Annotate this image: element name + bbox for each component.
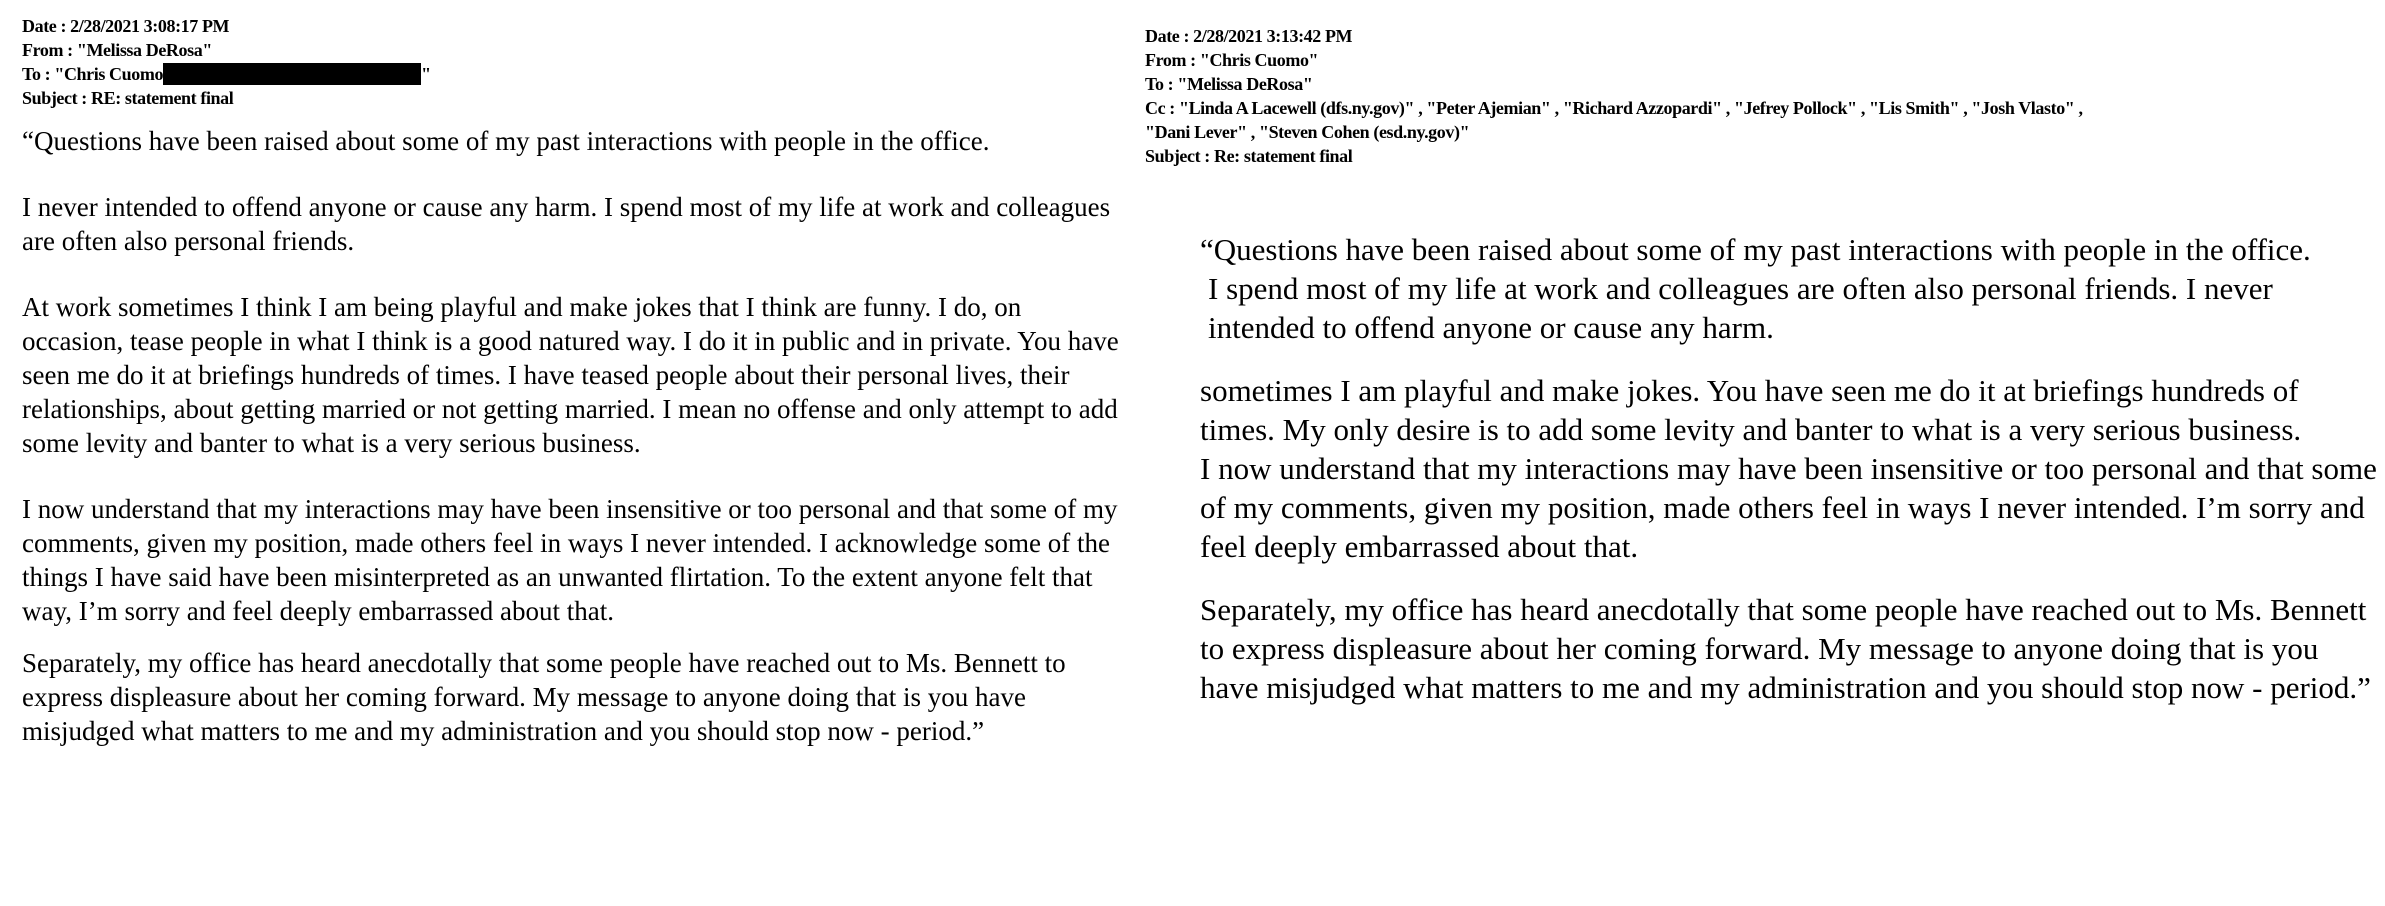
paragraph: sometimes I am playful and make jokes. You have seen me do it at briefings hundreds of times. My only desire is to add some levity and banter to what is a very serious business. xyxy=(1200,373,2302,447)
to-prefix: To : "Chris Cuomo xyxy=(22,64,164,84)
email-body-left xyxy=(22,124,1122,748)
from-line: From : "Chris Cuomo" xyxy=(1145,50,1319,70)
paragraph: I never intended to offend anyone or cause any harm. I spend most of my life at work and colleagues are often also personal friends. xyxy=(22,192,1111,256)
paragraph: Separately, my office has heard anecdotally that some people have reached out to Ms. Bennett to express displeasure about her coming forward. My message to anyone doing that is you have misjudged what matters to me and my administration and you should stop now - period.” xyxy=(22,648,1066,746)
paragraph: “Questions have been raised about some of my past interactions with people in the office. xyxy=(1200,232,2311,267)
paragraph: At work sometimes I think I am being playful and make jokes that I think are funny. I do, on occasion, tease people in what I think is a good natured way. I do it in public and in private. You have seen me do it at briefings hundreds of times. I have teased people about their personal lives, their relationships, about getting married or not getting married. I mean no offense and only attempt to add some levity and banter to what is a very serious business. xyxy=(22,292,1119,458)
subject-line: Subject : Re: statement final xyxy=(1145,146,1353,166)
email-header-right xyxy=(1145,0,2380,168)
paragraph: Separately, my office has heard anecdotally that some people have reached out to Ms. Bennett to express displeasure about her coming forward. My message to anyone doing that is you have misjudged what matters to me and my administration and you should stop now - period.” xyxy=(1200,592,2371,705)
paragraph: I now understand that my interactions may have been insensitive or too personal and that some of my comments, given my position, made others feel in ways I never intended. I acknowledge some of the things I have said have been misinterpreted as an unwanted flirtation. To the extent anyone felt that way, I’m sorry and feel deeply embarrassed about that. xyxy=(22,494,1118,626)
to-suffix: " xyxy=(421,64,431,84)
redaction-bar xyxy=(163,63,421,85)
paragraph: I spend most of my life at work and colleagues are often also personal friends. I never intended to offend anyone or cause any harm. xyxy=(1208,271,2273,345)
email-left xyxy=(22,0,1122,780)
to-line: To : "Melissa DeRosa" xyxy=(1145,74,1313,94)
from-line: From : "Melissa DeRosa" xyxy=(22,40,212,60)
date-line: Date : 2/28/2021 3:13:42 PM xyxy=(1145,26,1353,46)
subject-line: Subject : RE: statement final xyxy=(22,88,234,108)
to-line xyxy=(22,62,1122,86)
email-right xyxy=(1145,0,2380,731)
cc-line-continued: "Dani Lever" , "Steven Cohen (esd.ny.gov)" xyxy=(1145,122,1470,142)
cc-line: Cc : "Linda A Lacewell (dfs.ny.gov)" , "Peter Ajemian" , "Richard Azzopardi" , "Jefrey Pollock" , "Lis Smith" , "Josh Vlasto" , xyxy=(1145,98,2083,118)
paragraph: I now understand that my interactions may have been insensitive or too personal and that some of my comments, given my position, made others feel in ways I never intended. I’m sorry and feel deeply embarrassed about that. xyxy=(1200,451,2377,564)
email-body-right xyxy=(1200,230,2380,707)
date-line: Date : 2/28/2021 3:08:17 PM xyxy=(22,16,230,36)
email-header-left xyxy=(22,0,1122,110)
paragraph: “Questions have been raised about some of my past interactions with people in the office. xyxy=(22,126,990,156)
